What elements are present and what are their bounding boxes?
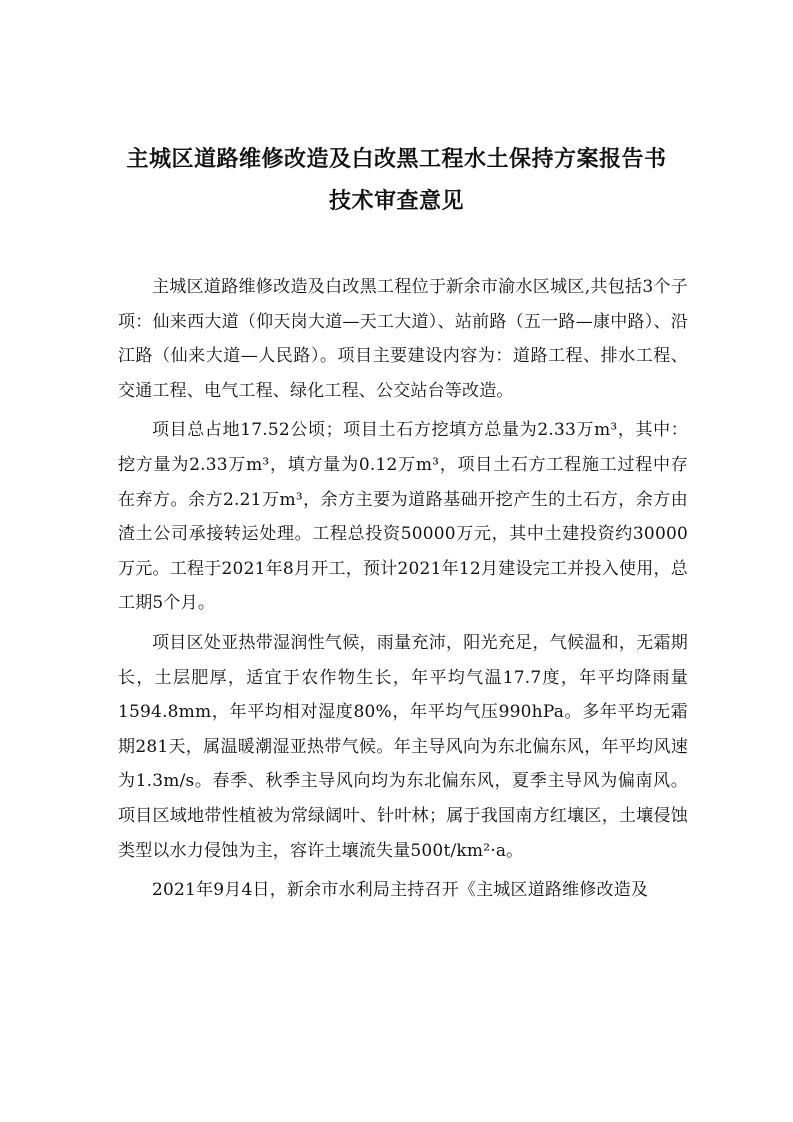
paragraph-meeting: 2021年9月4日，新余市水利局主持召开《主城区道路维修改造及	[152, 880, 649, 901]
document-title: 主城区道路维修改造及白改黑工程水土保持方案报告书	[126, 147, 667, 172]
paragraph-land-and-earthwork: 项目总占地17.52公顷；项目土石方挖填方总量为2.33万m³，其中：挖方量为2.33万m³，填方量为0.12万m³，项目土石方工程施工过程中存在弃方。余方2.21万m³，余方主要为道路基础开挖产生的土石方，余方由渣土公司承接转运处理。工程总投资50000万元，其中土建投资约30000万元。工程于2021年8月开工，预计2021年12月建设完工并投入使用，总工期5个月。	[118, 420, 688, 614]
document-subtitle: 技术审查意见	[328, 189, 464, 214]
paragraph-climate: 项目区处亚热带湿润性气候，雨量充沛，阳光充足，气候温和，无霜期长，土层肥厚，适宜于农作物生长，年平均气温17.7度，年平均降雨量1594.8mm，年平均相对湿度80%，年平均气压990hPa。多年平均无霜期281天，属温暖潮湿亚热带气候。年主导风向为东北偏东风，年平均风速为1.3m/s。春季、秋季主导风向均为东北偏东风，夏季主导风为偏南风。项目区域地带性植被为常绿阔叶、针叶林；属于我国南方红壤区，土壤侵蚀类型以水力侵蚀为主，容许土壤流失量500t/km²·a。	[118, 632, 688, 861]
paragraph-project-overview: 主城区道路维修改造及白改黑工程位于新余市渝水区城区,共包括3个子项：仙来西大道（仰天岗大道—天工大道）、站前路（五一路—康中路）、沿江路（仙来大道—人民路）。项目主要建设内容为：道路工程、排水工程、交通工程、电气工程、绿化工程、公交站台等改造。	[118, 277, 688, 401]
document-body	[118, 270, 688, 913]
